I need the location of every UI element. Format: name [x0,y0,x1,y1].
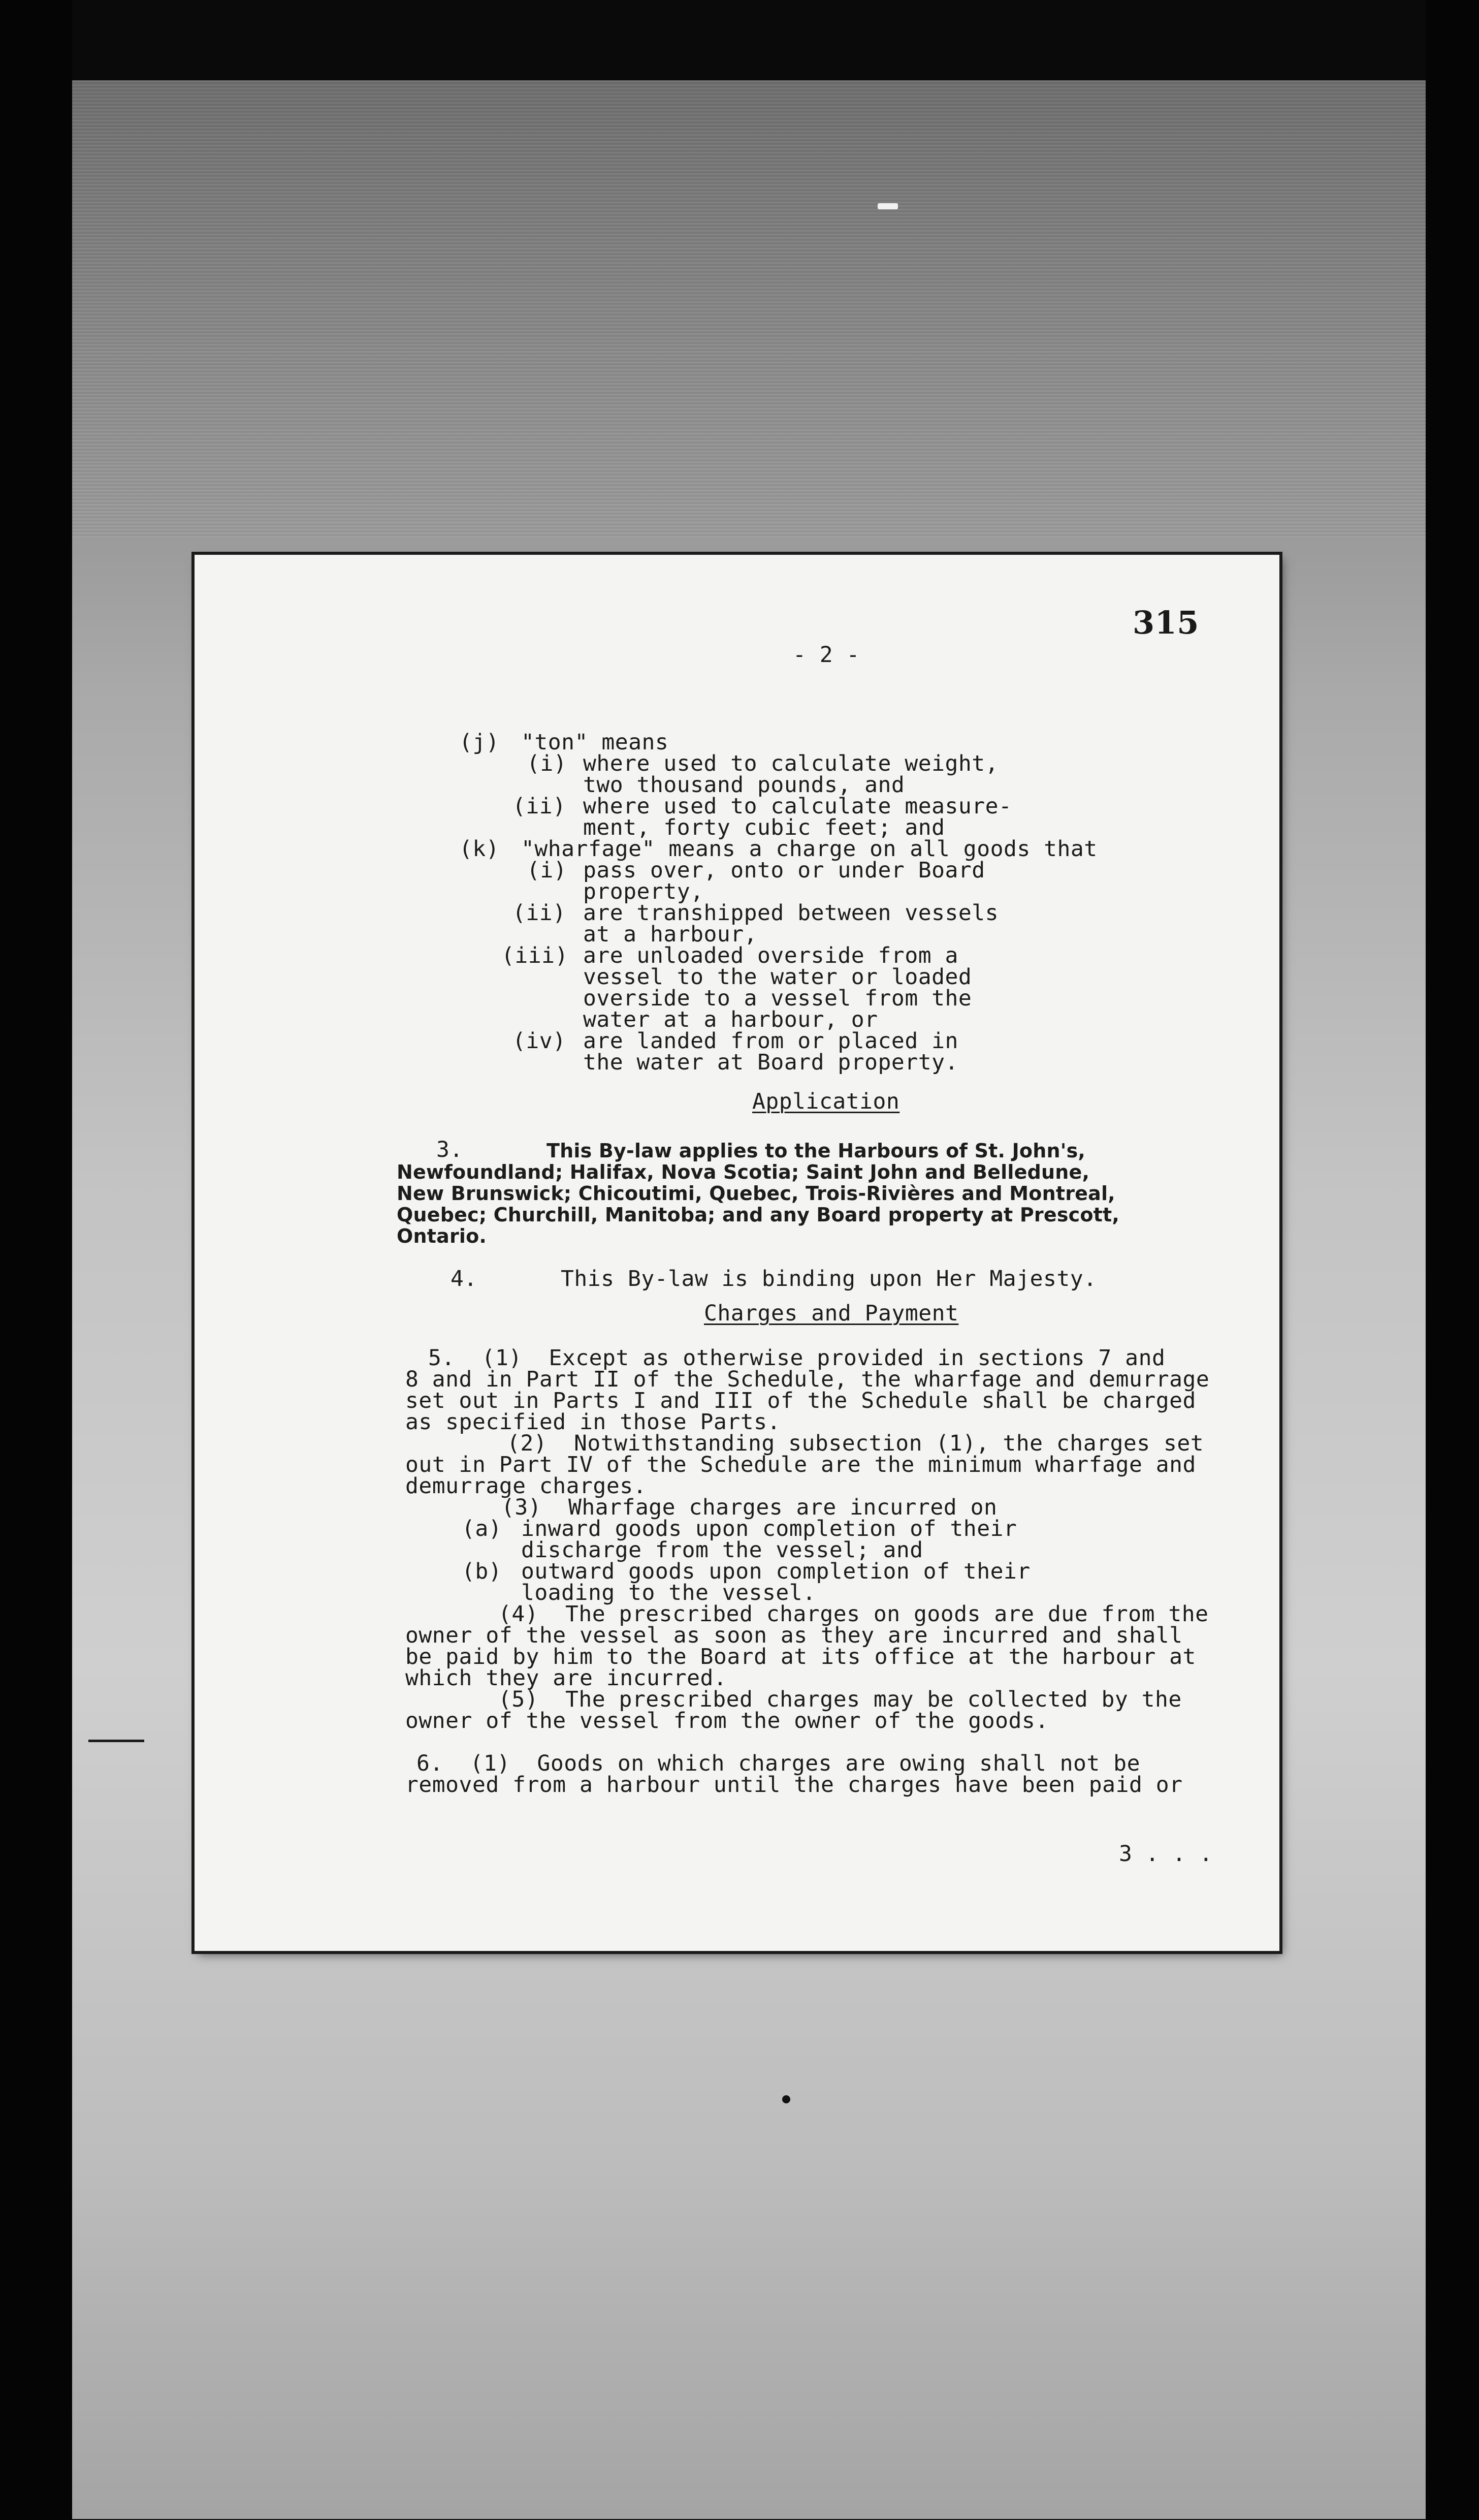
subclause-label: (a) [462,1516,502,1541]
section-5-text: (5) The prescribed charges may be collected by the [498,1687,1182,1712]
subclause-text: ment, forty cubic feet; and [583,815,945,840]
subclause-label: (iv) [512,1028,566,1054]
subclause-text: are landed from or placed in [583,1028,958,1054]
section-heading-application: Application [752,1089,900,1114]
subclause-text: where used to calculate weight, [583,751,999,776]
section-5-text: owner of the vessel as soon as they are incurred and shall [405,1623,1183,1648]
page-header: - 2 - [793,642,860,668]
subclause-text: loading to the vessel. [521,1580,816,1605]
section-3-text: This By-law applies to the Harbours of St. John's, [546,1140,1086,1162]
section-5-text: as specified in those Parts. [405,1409,781,1435]
section-5-text: (3) Wharfage charges are incurred on [501,1495,998,1520]
subclause-text: property, [583,879,704,904]
section-3-text: Newfoundland; Halifax, Nova Scotia; Saint John and Belledune, [397,1161,1090,1183]
section-5-text: out in Part IV of the Schedule are the minimum wharfage and [405,1452,1196,1477]
subclause-text: overside to a vessel from the [583,986,972,1011]
section-5-text: demurrage charges. [405,1473,647,1499]
definition-term: "wharfage" means a charge on all goods that [521,836,1098,862]
section-number: 4. [451,1266,477,1292]
subclause-label: (i) [527,751,567,776]
subclause-text: discharge from the vessel; and [521,1537,923,1563]
subclause-label: (ii) [512,794,566,819]
section-3-text: New Brunswick; Chicoutimi, Quebec, Trois-Rivières and Montreal, [397,1182,1115,1205]
section-6-text: 6. (1) Goods on which charges are owing shall not be [416,1751,1140,1776]
subclause-text: where used to calculate measure- [583,794,1012,819]
section-3-text: Quebec; Churchill, Manitoba; and any Board property at Prescott, [397,1204,1120,1226]
subclause-text: vessel to the water or loaded [583,964,972,990]
section-5-text: owner of the vessel from the owner of the goods. [405,1708,1049,1734]
section-5-text: which they are incurred. [405,1665,727,1691]
definition-label: (k) [459,836,500,862]
definition-term: "ton" means [521,730,669,755]
sprocket-strip-right [1426,0,1479,2520]
section-3-text: Ontario. [397,1225,487,1247]
subclause-label: (ii) [512,900,566,926]
section-5-text: 8 and in Part II of the Schedule, the wharfage and demurrage [405,1367,1210,1392]
subclause-text: are transhipped between vessels [583,900,999,926]
definition-label: (j) [459,730,500,755]
continuation-marker: 3 . . . [1119,1841,1213,1867]
subclause-text: the water at Board property. [583,1050,958,1075]
subclause-label: (iii) [501,943,568,968]
section-heading-charges: Charges and Payment [704,1301,959,1326]
sprocket-strip-left [0,0,72,2520]
subclause-text: water at a harbour, or [583,1007,878,1032]
section-5-text: be paid by him to the Board at its office at the harbour at [405,1644,1196,1670]
subclause-label: (b) [462,1559,502,1584]
subclause-label: (i) [527,858,567,883]
section-5-text: 5. (1) Except as otherwise provided in sections 7 and [428,1345,1166,1371]
subclause-text: at a harbour, [583,922,758,947]
document-page [195,555,1279,1951]
ink-speck [782,2095,790,2103]
section-5-text: set out in Parts I and III of the Schedule shall be charged [405,1388,1196,1413]
section-5-text: (4) The prescribed charges on goods are due from the [498,1601,1209,1627]
subclause-text: inward goods upon completion of their [521,1516,1017,1541]
subclause-text: two thousand pounds, and [583,772,905,798]
page-number-stamp: 315 [1133,604,1199,641]
section-4-text: This By-law is binding upon Her Majesty. [561,1266,1097,1292]
subclause-text: are unloaded overside from a [583,943,958,968]
subclause-text: outward goods upon completion of their [521,1559,1031,1584]
stray-dash [88,1740,144,1742]
subclause-text: pass over, onto or under Board [583,858,985,883]
section-number: 3. [436,1137,463,1162]
ink-speck [878,203,898,209]
section-6-text: removed from a harbour until the charges have been paid or [405,1772,1183,1798]
section-5-text: (2) Notwithstanding subsection (1), the charges set [507,1431,1204,1456]
